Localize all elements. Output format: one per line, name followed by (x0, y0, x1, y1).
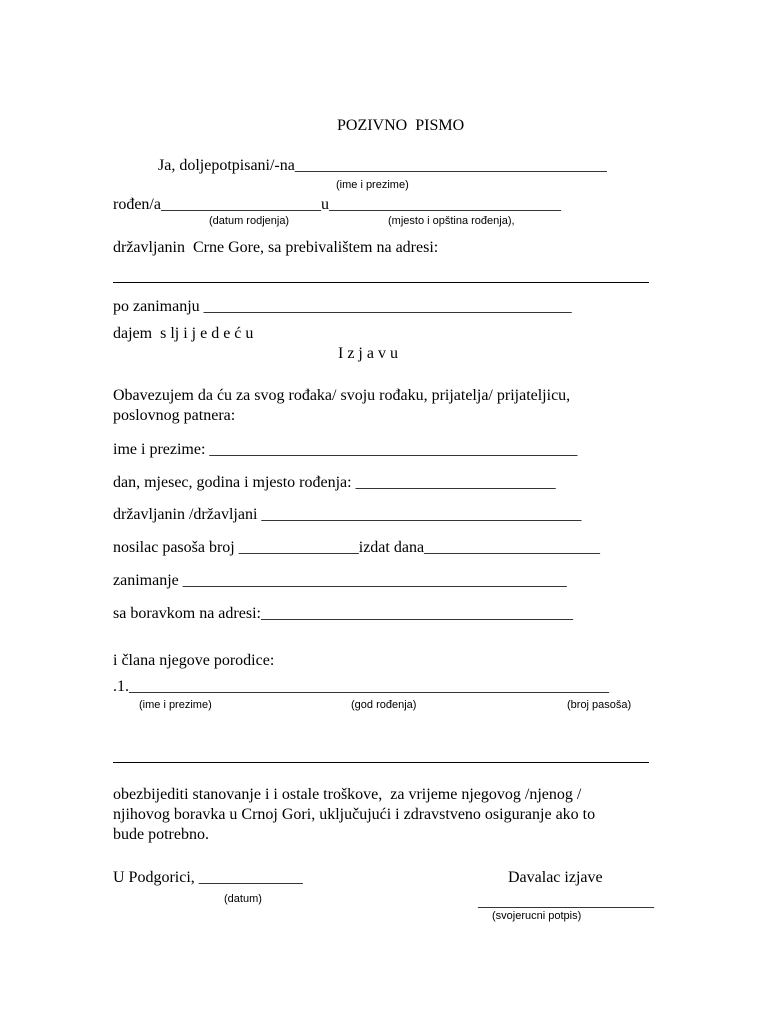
family-row-2-line (113, 762, 649, 763)
ime-i-prezime-line: ime i prezime: ______________________________________________ (113, 441, 578, 458)
po-zanimanju-line: po zanimanju ______________________________________________ (113, 298, 572, 315)
potpis-hint: (svojerucni potpis) (492, 910, 582, 922)
rodjen-line: rođen/a____________________u_____________________________ (113, 196, 561, 213)
broj-pasosa-hint: (broj pasoša) (567, 699, 632, 711)
drzavljanin-2-line: državljanin /državljani ________________________________________ (113, 506, 582, 523)
u-podgorici-line: U Podgorici, _____________ (113, 869, 303, 886)
obezbijediti-line-1: obezbijediti stanovanje i i ostale troškove, za vrijeme njegovog /njenog / (113, 786, 582, 803)
nosilac-line: nosilac pasoša broj _______________izdat dana______________________ (113, 539, 601, 556)
ime-hint: (ime i prezime) (139, 699, 212, 711)
mjesto-hint: (mjesto i opština rođenja), (388, 215, 515, 227)
datum-hint: (datum) (224, 893, 262, 905)
potpis-line: ______________________ (478, 893, 654, 910)
izjavu-heading: I z j a v u (338, 345, 398, 362)
adresa-blank-line (113, 282, 649, 283)
obezbijediti-line-3: bude potrebno. (113, 826, 209, 843)
clana-porodice-line: i člana njegove porodice: (113, 652, 275, 669)
document-title: POZIVNO PISMO (337, 117, 465, 134)
davalac-izjave-label: Davalac izjave (508, 869, 603, 886)
dan-mjesec-line: dan, mjesec, godina i mjesto rođenja: _________________________ (113, 474, 556, 491)
zanimanje-line: zanimanje ________________________________________________ (113, 572, 567, 589)
ime-prezime-hint: (ime i prezime) (336, 179, 409, 191)
datum-rodjenja-hint: (datum rodjenja) (209, 215, 290, 227)
ja-line: Ja, doljepotpisani/-na_______________________________________ (158, 157, 607, 174)
obezbijediti-line-2: njihovog boravka u Crnoj Gori, uključujući i zdravstveno osiguranje ako to (113, 806, 596, 823)
family-row-1: .1.____________________________________________________________ (113, 678, 609, 695)
god-rodjenja-hint: (god rođenja) (351, 699, 417, 711)
obavezujem-line-2: poslovnog patnera: (113, 407, 236, 424)
dajem-line: dajem s lj i j e d e ć u (113, 325, 254, 342)
drzavljanin-line: državljanin Crne Gore, sa prebivalištem na adresi: (113, 239, 439, 256)
sa-boravkom-line: sa boravkom na adresi:_______________________________________ (113, 605, 573, 622)
obavezujem-line-1: Obavezujem da ću za svog rođaka/ svoju rođaku, prijatelja/ prijateljicu, (113, 387, 571, 404)
